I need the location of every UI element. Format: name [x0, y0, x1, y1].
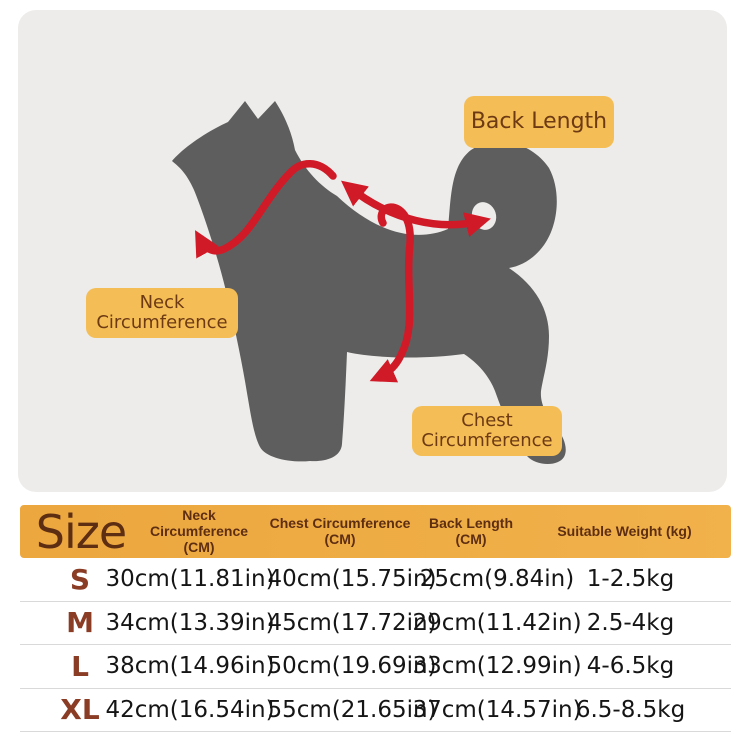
column-header-weight: Suitable Weight (kg) [557, 523, 692, 540]
neck-value: 42cm(16.54in) [105, 696, 275, 723]
chest-value: 45cm(17.72in) [267, 609, 437, 636]
back-value: 25cm(9.84in) [419, 566, 575, 593]
chest-value: 50cm(19.69in) [267, 653, 437, 680]
size-label: L [71, 649, 89, 683]
weight-value: 1-2.5kg [586, 566, 675, 593]
size-label: S [69, 562, 91, 596]
size-label: XL [60, 693, 100, 727]
weight-value: 6.5-8.5kg [575, 696, 686, 723]
back-value: 29cm(11.42in) [412, 609, 582, 636]
weight-value: 4-6.5kg [586, 653, 675, 680]
size-table-title: Size [35, 505, 127, 559]
neck-circumference-callout: Neck Circumference [86, 288, 238, 338]
table-row-s [20, 558, 731, 602]
chest-circumference-callout: Chest Circumference [412, 406, 562, 456]
weight-value: 2.5-4kg [586, 609, 675, 636]
column-header-neck: Neck Circumference (CM) [149, 507, 249, 555]
neck-value: 30cm(11.81in) [105, 566, 275, 593]
back-value: 33cm(12.99in) [412, 653, 582, 680]
size-label: M [66, 606, 94, 640]
neck-value: 38cm(14.96in) [105, 653, 275, 680]
table-row-xl [20, 689, 731, 733]
neck-value: 34cm(13.39in) [105, 609, 275, 636]
chest-value: 40cm(15.75in) [267, 566, 437, 593]
back-value: 37cm(14.57in) [412, 696, 582, 723]
size-table-header [20, 505, 731, 558]
table-row-l [20, 645, 731, 689]
chest-value: 55cm(21.65in) [267, 696, 437, 723]
size-table-body [20, 558, 731, 732]
back-length-callout: Back Length [464, 96, 614, 148]
column-header-chest: Chest Circumference (CM) [269, 515, 411, 547]
table-row-m [20, 602, 731, 646]
column-header-back: Back Length (CM) [428, 515, 513, 547]
